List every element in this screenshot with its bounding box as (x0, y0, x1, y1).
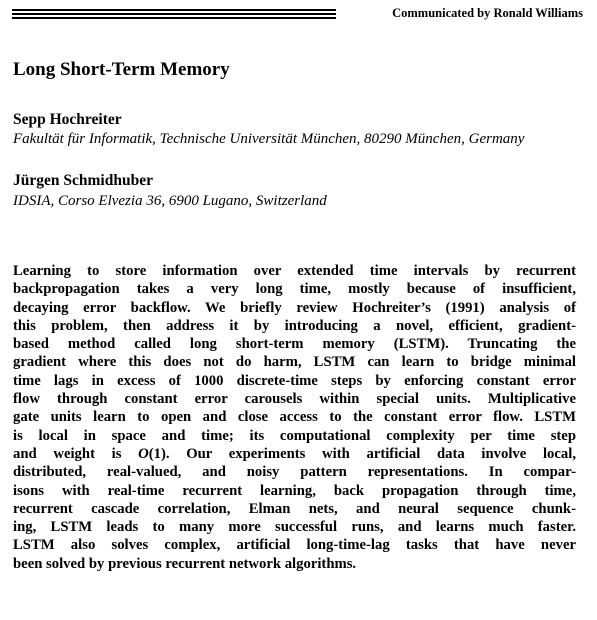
abstract-line (13, 445, 576, 463)
abstract-line: decaying error backflow. We briefly review Hochreiter’s (1991) analysis of (13, 299, 576, 316)
abstract-line: this problem, then address it by introducing a novel, efficient, gradient- (13, 317, 576, 334)
abstract-line: time lags in excess of 1000 discrete-time steps by enforcing constant error (13, 372, 576, 389)
abstract-line: recurrent cascade correlation, Elman nets, and neural sequence chunk- (13, 500, 576, 517)
abstract-line: isons with real-time recurrent learning, back propagation through time, (13, 482, 576, 499)
abstract-line: gate units learn to open and close access to the constant error flow. LSTM (13, 409, 576, 426)
header-rule-line (12, 13, 336, 15)
page-header (12, 4, 583, 26)
abstract-line: LSTM also solves complex, artificial long-time-lag tasks that have never (13, 537, 576, 554)
abstract-line: based method called long short-term memory (LSTM). Truncating the (13, 336, 576, 353)
author-name: Sepp Hochreiter (13, 111, 122, 128)
abstract-text: and weight is (13, 445, 139, 462)
header-rule (12, 9, 336, 19)
abstract-line: Learning to store information over extended time intervals by recurrent (13, 263, 576, 279)
abstract-line: been solved by previous recurrent network algorithms. (13, 555, 357, 572)
header-rule-line (12, 17, 336, 19)
author-affiliation: IDSIA, Corso Elvezia 36, 6900 Lugano, Switzerland (13, 193, 327, 209)
abstract (13, 262, 576, 573)
author-affiliation: Fakultät für Informatik, Technische Universität München, 80290 München, Germany (13, 131, 525, 147)
abstract-line: distributed, real-valued, and noisy pattern representations. In compar- (13, 464, 576, 481)
header-rule-line (12, 9, 336, 11)
complexity-math: O (138, 445, 149, 462)
paper-title: Long Short-Term Memory (13, 59, 230, 80)
abstract-line: is local in space and time; its computational complexity per time step (13, 427, 576, 444)
abstract-line: ing, LSTM leads to many more successful runs, and learns much faster. (13, 519, 576, 536)
abstract-text: (1). Our experiments with artificial data involve local, (148, 445, 576, 462)
abstract-line: flow through constant error carousels within special units. Multiplicative (13, 391, 576, 408)
abstract-line: gradient where this does not do harm, LSTM can learn to bridge minimal (13, 354, 576, 371)
author-name: Jürgen Schmidhuber (13, 172, 153, 189)
communicated-by: Communicated by Ronald Williams (392, 6, 583, 20)
abstract-line: backpropagation takes a very long time, mostly because of insufficient, (13, 281, 576, 298)
